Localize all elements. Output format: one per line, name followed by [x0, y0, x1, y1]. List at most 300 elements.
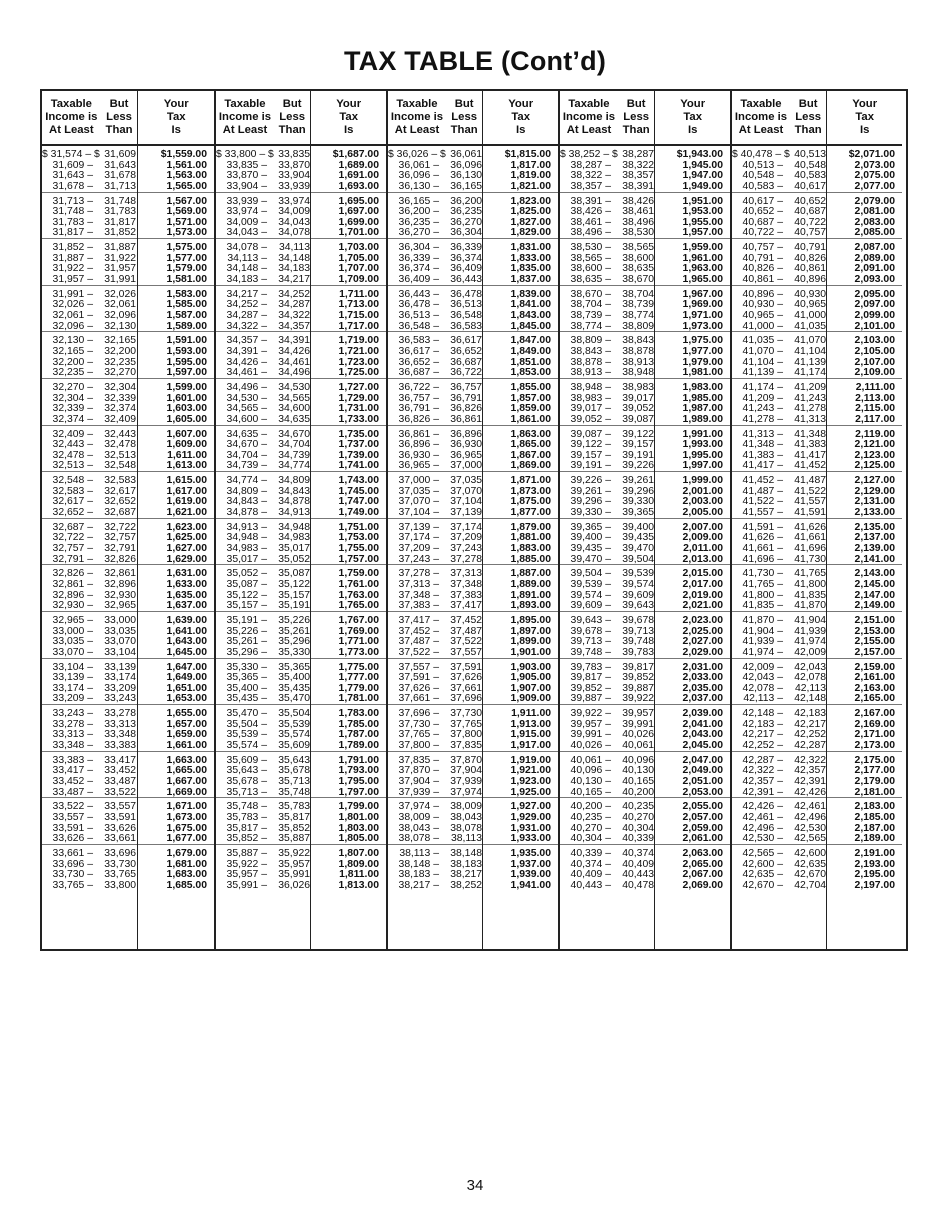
tax-amount: 1,967.00	[682, 288, 723, 300]
tax-amount: 1,739.00	[338, 449, 379, 461]
tax-amount: 1,629.00	[166, 553, 207, 565]
income-at-least: 32,687 –	[52, 521, 93, 533]
income-but-less-than: 34,948	[278, 521, 310, 533]
table-row-block	[655, 705, 730, 752]
income-at-least: 36,791 –	[398, 403, 439, 415]
table-row-block	[560, 193, 654, 240]
tax-amount: 1,997.00	[682, 460, 723, 472]
income-but-less-than: 32,443	[104, 428, 136, 440]
income-at-least: 40,130 –	[570, 775, 611, 787]
table-row	[42, 694, 137, 705]
tax-amount: 1,781.00	[338, 693, 379, 705]
income-at-least: 38,461 –	[570, 216, 611, 228]
tax-column	[482, 146, 558, 949]
tax-amount: 1,907.00	[510, 682, 551, 694]
income-at-least: 35,365 –	[226, 672, 267, 684]
tax-amount: 2,183.00	[854, 801, 895, 813]
income-but-less-than: 42,043	[794, 661, 826, 673]
income-at-least: 36,617 –	[398, 345, 439, 357]
income-at-least: 40,826 –	[742, 263, 783, 275]
income-at-least: 32,652 –	[52, 506, 93, 518]
income-but-less-than: 41,557	[794, 496, 826, 508]
tax-amount: 1,613.00	[166, 460, 207, 472]
table-row	[732, 383, 826, 394]
income-at-least: 41,417 –	[742, 460, 783, 472]
income-but-less-than: 40,930	[794, 288, 826, 300]
table-row	[560, 813, 654, 824]
income-but-less-than: 36,965	[450, 449, 482, 461]
table-row-block	[388, 612, 482, 659]
income-but-less-than: 36,339	[450, 242, 482, 254]
income-but-less-than: 35,991	[278, 869, 310, 881]
table-row-block	[560, 519, 654, 566]
tax-amount: 1,911.00	[511, 708, 551, 720]
tax-amount: 2,009.00	[682, 532, 723, 544]
tax-amount: 2,153.00	[854, 625, 895, 637]
income-at-least: 36,235 –	[398, 216, 439, 228]
income-but-less-than: 32,896	[104, 578, 136, 590]
tax-amount: 1,699.00	[338, 216, 379, 228]
header-label-line: Tax	[855, 111, 874, 123]
table-row-block	[138, 146, 214, 193]
income-at-least: 31,783 –	[52, 216, 93, 228]
tax-amount: 2,039.00	[682, 708, 723, 720]
income-but-less-than: 42,009	[794, 646, 826, 658]
table-row-block	[732, 705, 826, 752]
income-at-least: $ 38,252 – $	[560, 149, 618, 160]
income-at-least: 37,174 –	[398, 532, 439, 544]
income-at-least: 34,530 –	[226, 392, 267, 404]
tax-amount: 2,063.00	[682, 847, 723, 859]
income-at-least: 37,765 –	[398, 729, 439, 741]
table-row-block	[483, 705, 558, 752]
income-at-least: 35,261 –	[226, 636, 267, 648]
income-but-less-than: 37,870	[450, 754, 482, 766]
table-row	[732, 849, 826, 860]
income-at-least: 34,287 –	[226, 309, 267, 321]
tax-amount: 1,805.00	[338, 833, 379, 845]
table-row	[388, 694, 482, 705]
header-label-line: Income is	[390, 111, 444, 123]
income-at-least: 39,922 –	[570, 708, 611, 720]
tax-amount: 1,773.00	[338, 646, 379, 658]
tax-amount: 1,823.00	[510, 195, 551, 207]
income-at-least: 39,713 –	[570, 636, 611, 648]
tax-amount: 1,601.00	[166, 392, 207, 404]
income-but-less-than: 37,383	[450, 589, 482, 601]
income-at-least: 34,461 –	[226, 367, 267, 379]
tax-amount: 2,069.00	[682, 879, 723, 891]
table-row-block	[483, 379, 558, 426]
income-but-less-than: 35,678	[278, 765, 310, 777]
income-but-less-than: 34,148	[278, 252, 310, 264]
income-at-least: $ 33,800 – $	[216, 149, 274, 160]
table-row-block	[42, 659, 137, 706]
tax-amount: 1,755.00	[338, 542, 379, 554]
income-at-least: 39,748 –	[570, 646, 611, 658]
income-but-less-than: 34,739	[278, 449, 310, 461]
table-row-block	[42, 332, 137, 379]
income-but-less-than: 38,461	[622, 206, 654, 218]
income-at-least: 38,078 –	[398, 833, 439, 845]
income-but-less-than: 33,696	[104, 847, 136, 859]
tax-amount: 1,711.00	[339, 288, 379, 300]
income-but-less-than: 41,800	[794, 578, 826, 590]
tax-amount: 1,745.00	[338, 485, 379, 497]
tax-amount: 1,653.00	[166, 693, 207, 705]
table-row-block	[138, 659, 214, 706]
income-at-least: 32,200 –	[52, 356, 93, 368]
income-at-least: 37,730 –	[398, 718, 439, 730]
table-row	[216, 601, 310, 612]
tax-amount: 2,021.00	[682, 600, 723, 612]
tax-amount: 2,173.00	[854, 739, 895, 751]
income-but-less-than: 40,617	[794, 180, 826, 192]
income-at-least: 33,383 –	[52, 754, 93, 766]
table-row	[216, 849, 310, 860]
income-at-least: 42,148 –	[742, 708, 783, 720]
tax-amount: 1,985.00	[682, 392, 723, 404]
income-at-least: 39,609 –	[570, 600, 611, 612]
income-but-less-than: 37,139	[450, 506, 482, 518]
income-but-less-than: 38,983	[622, 381, 654, 393]
income-but-less-than: 38,322	[622, 159, 654, 171]
table-row-block	[42, 519, 137, 566]
table-row-block	[827, 612, 902, 659]
tax-amount: 2,003.00	[682, 496, 723, 508]
income-but-less-than: 32,374	[104, 403, 136, 415]
tax-amount: 2,093.00	[854, 273, 895, 285]
tax-amount: 2,053.00	[682, 786, 723, 798]
income-but-less-than: 32,757	[104, 532, 136, 544]
tax-amount: 1,887.00	[510, 568, 551, 580]
table-row-block	[311, 379, 386, 426]
header-label-line: Is	[687, 124, 698, 136]
tax-amount: 2,037.00	[682, 693, 723, 705]
income-but-less-than: 36,409	[450, 263, 482, 275]
tax-amount: 2,085.00	[854, 227, 895, 239]
tax-amount: 1,797.00	[338, 786, 379, 798]
income-but-less-than: 35,157	[278, 589, 310, 601]
table-row-block	[388, 705, 482, 752]
tax-amount: 1,841.00	[510, 299, 551, 311]
income-at-least: 32,583 –	[52, 485, 93, 497]
table-row	[388, 508, 482, 519]
income-but-less-than: 35,713	[278, 775, 310, 787]
tax-amount: 1,605.00	[166, 413, 207, 425]
tax-amount: 2,113.00	[855, 392, 895, 404]
income-at-least: 39,017 –	[570, 403, 611, 415]
income-but-less-than: 38,148	[450, 847, 482, 859]
income-at-least: 36,304 –	[398, 242, 439, 254]
income-but-less-than: 31,957	[104, 263, 136, 275]
table-row-block	[388, 193, 482, 240]
table-row	[42, 777, 137, 788]
income-but-less-than: 35,122	[278, 578, 310, 590]
table-row	[216, 150, 310, 161]
table-row-block	[827, 193, 902, 240]
income-at-least: 32,791 –	[52, 553, 93, 565]
tax-amount: 1,845.00	[510, 320, 551, 332]
income-at-least: 37,835 –	[398, 754, 439, 766]
income-at-least: 42,357 –	[742, 775, 783, 787]
tax-amount: 1,895.00	[510, 614, 551, 626]
page-number: 34	[466, 1177, 484, 1194]
table-row-block	[311, 845, 386, 892]
income-but-less-than: 40,757	[794, 227, 826, 239]
table-row-block	[138, 286, 214, 333]
tax-amount: 1,959.00	[682, 242, 723, 254]
table-row	[732, 228, 826, 239]
income-but-less-than: 40,722	[794, 216, 826, 228]
tax-amount: 1,757.00	[338, 553, 379, 565]
table-row	[560, 461, 654, 472]
table-row-block	[138, 379, 214, 426]
tax-amount: 2,013.00	[682, 553, 723, 565]
tax-amount: 2,029.00	[682, 646, 723, 658]
table-row-block	[42, 798, 137, 845]
income-but-less-than: 33,000	[104, 614, 136, 626]
table-row	[560, 616, 654, 627]
table-row-block	[388, 565, 482, 612]
header-but-less-than	[618, 91, 654, 144]
tax-amount: 1,799.00	[338, 801, 379, 813]
table-row	[388, 788, 482, 799]
tax-amount: 1,767.00	[338, 614, 379, 626]
income-but-less-than: 42,252	[794, 729, 826, 741]
tax-amount: 2,159.00	[854, 661, 895, 673]
income-but-less-than: 38,704	[622, 288, 654, 300]
table-row-block	[827, 705, 902, 752]
table-row	[388, 849, 482, 860]
tax-amount: 1,713.00	[338, 299, 379, 311]
income-but-less-than: 32,339	[104, 392, 136, 404]
income-but-less-than: 38,600	[622, 252, 654, 264]
table-row-block	[388, 332, 482, 379]
table-row-block	[483, 426, 558, 473]
income-at-least: 37,278 –	[398, 568, 439, 580]
tax-amount: 1,657.00	[166, 718, 207, 730]
income-but-less-than: 32,687	[104, 506, 136, 518]
tax-amount: 2,171.00	[854, 729, 895, 741]
tax-amount: 2,129.00	[854, 485, 895, 497]
income-at-least: 40,791 –	[742, 252, 783, 264]
income-but-less-than: 38,183	[450, 858, 482, 870]
table-row-block	[42, 146, 137, 193]
income-but-less-than: 37,174	[450, 521, 482, 533]
income-but-less-than: 32,791	[104, 542, 136, 554]
income-at-least: 42,043 –	[742, 672, 783, 684]
income-at-least: 32,757 –	[52, 542, 93, 554]
income-at-least: 40,443 –	[570, 879, 611, 891]
income-but-less-than: 41,348	[794, 428, 826, 440]
tax-amount: 1,833.00	[510, 252, 551, 264]
income-but-less-than: 38,357	[622, 170, 654, 182]
income-but-less-than: 34,043	[278, 216, 310, 228]
tax-amount: 1,965.00	[682, 273, 723, 285]
table-row-block	[216, 798, 310, 845]
income-at-least: 32,026 –	[52, 299, 93, 311]
table-row	[732, 544, 826, 555]
tax-amount: 1,977.00	[682, 345, 723, 357]
income-at-least: 33,278 –	[52, 718, 93, 730]
tax-amount: 1,615.00	[166, 475, 207, 487]
tax-amount: 1,737.00	[338, 439, 379, 451]
income-but-less-than: 41,104	[794, 345, 826, 357]
table-row-block	[655, 286, 730, 333]
tax-amount: 1,603.00	[166, 403, 207, 415]
income-at-least: 31,817 –	[52, 227, 93, 239]
income-at-least: 38,357 –	[570, 180, 611, 192]
table-row	[216, 461, 310, 472]
table-row	[732, 415, 826, 426]
tax-amount: 2,011.00	[683, 542, 723, 554]
income-but-less-than: 34,357	[278, 320, 310, 332]
tax-amount: 2,099.00	[854, 309, 895, 321]
tax-amount: 1,587.00	[166, 309, 207, 321]
table-row-block	[827, 752, 902, 799]
income-but-less-than: 42,704	[794, 879, 826, 891]
income-but-less-than: 37,974	[450, 786, 482, 798]
tax-amount: 1,831.00	[510, 242, 551, 254]
income-at-least: 40,757 –	[742, 242, 783, 254]
income-at-least: 36,687 –	[398, 367, 439, 379]
table-row	[216, 777, 310, 788]
table-row	[732, 694, 826, 705]
income-but-less-than: 36,443	[450, 273, 482, 285]
income-at-least: 39,400 –	[570, 532, 611, 544]
tax-amount: 2,185.00	[854, 811, 895, 823]
income-at-least: 38,913 –	[570, 367, 611, 379]
income-but-less-than: 37,522	[450, 636, 482, 648]
table-row	[42, 741, 137, 752]
header-label-line: Your	[852, 98, 878, 110]
income-at-least: 32,513 –	[52, 460, 93, 472]
header-label-line: Income is	[562, 111, 616, 123]
income-but-less-than: 41,174	[794, 367, 826, 379]
header-label-line: Than	[622, 124, 650, 136]
income-at-least: 39,365 –	[570, 521, 611, 533]
tax-amount: 1,875.00	[510, 496, 551, 508]
table-row	[560, 368, 654, 379]
income-at-least: 32,861 –	[52, 578, 93, 590]
tax-amount: 2,123.00	[854, 449, 895, 461]
income-at-least: 35,574 –	[226, 739, 267, 751]
income-at-least: 33,904 –	[226, 180, 267, 192]
income-at-least: 31,678 –	[52, 180, 93, 192]
income-at-least: 34,322 –	[226, 320, 267, 332]
tax-amount: 1,939.00	[510, 869, 551, 881]
income-at-least: 40,339 –	[570, 847, 611, 859]
income-but-less-than: 37,209	[450, 532, 482, 544]
tax-amount: 1,747.00	[338, 496, 379, 508]
income-at-least: 39,991 –	[570, 729, 611, 741]
income-at-least: 41,522 –	[742, 496, 783, 508]
table-row-block	[138, 426, 214, 473]
income-but-less-than: 41,035	[794, 320, 826, 332]
table-row	[560, 777, 654, 788]
header-label-line: Tax	[339, 111, 358, 123]
income-at-least: 38,600 –	[570, 263, 611, 275]
table-row-block	[827, 565, 902, 612]
table-row	[388, 461, 482, 472]
table-row-block	[216, 845, 310, 892]
income-but-less-than: 32,861	[104, 568, 136, 580]
income-at-least: 40,930 –	[742, 299, 783, 311]
tax-amount: 2,067.00	[682, 869, 723, 881]
tax-amount: 1,851.00	[510, 356, 551, 368]
tax-amount: 1,611.00	[167, 449, 207, 461]
income-at-least: 36,061 –	[398, 159, 439, 171]
tax-amount: 1,899.00	[510, 636, 551, 648]
income-at-least: 32,061 –	[52, 309, 93, 321]
table-row	[216, 741, 310, 752]
table-row-block	[311, 426, 386, 473]
income-at-least: 41,000 –	[742, 320, 783, 332]
income-but-less-than: 40,304	[622, 822, 654, 834]
tax-amount: 1,691.00	[338, 170, 379, 182]
income-but-less-than: 32,652	[104, 496, 136, 508]
income-at-least: 41,139 –	[742, 367, 783, 379]
table-row	[732, 813, 826, 824]
income-but-less-than: 38,774	[622, 309, 654, 321]
income-at-least: 37,417 –	[398, 614, 439, 626]
income-but-less-than: 40,861	[794, 263, 826, 275]
table-row	[560, 275, 654, 286]
header-but-less-than	[790, 91, 826, 144]
table-row-block	[311, 519, 386, 566]
income-but-less-than: 38,670	[622, 273, 654, 285]
table-row-block	[655, 239, 730, 286]
tax-amount: 1,807.00	[338, 847, 379, 859]
table-row-block	[655, 659, 730, 706]
income-but-less-than: 39,817	[622, 661, 654, 673]
tax-amount: 1,929.00	[510, 811, 551, 823]
income-but-less-than: 42,357	[794, 765, 826, 777]
income-at-least: 36,374 –	[398, 263, 439, 275]
income-but-less-than: 37,661	[450, 682, 482, 694]
income-at-least: 32,722 –	[52, 532, 93, 544]
income-at-least: 42,565 –	[742, 847, 783, 859]
tax-amount: 2,161.00	[854, 672, 895, 684]
income-but-less-than: 32,130	[104, 320, 136, 332]
income-at-least: 39,122 –	[570, 439, 611, 451]
income-at-least: 36,130 –	[398, 180, 439, 192]
income-but-less-than: 39,157	[622, 439, 654, 451]
income-range-column	[732, 146, 826, 949]
income-but-less-than: 37,591	[450, 661, 482, 673]
income-but-less-than: 32,304	[104, 381, 136, 393]
table-row	[42, 849, 137, 860]
income-but-less-than: 40,548	[794, 159, 826, 171]
income-at-least: 35,191 –	[226, 614, 267, 626]
tax-amount: 1,667.00	[166, 775, 207, 787]
header-label-line: Is	[859, 124, 870, 136]
tax-amount: 2,155.00	[854, 636, 895, 648]
tax-amount: 2,049.00	[682, 765, 723, 777]
income-at-least: 41,487 –	[742, 485, 783, 497]
income-but-less-than: 34,635	[278, 413, 310, 425]
table-row-block	[655, 193, 730, 240]
table-row	[42, 648, 137, 659]
income-but-less-than: 38,009	[450, 801, 482, 813]
table-row-block	[138, 472, 214, 519]
header-label-line: But	[109, 98, 129, 110]
tax-amount: 1,619.00	[166, 496, 207, 508]
income-at-least: 35,504 –	[226, 718, 267, 730]
header-label-line: At Least	[49, 124, 94, 136]
income-at-least: 33,452 –	[52, 775, 93, 787]
